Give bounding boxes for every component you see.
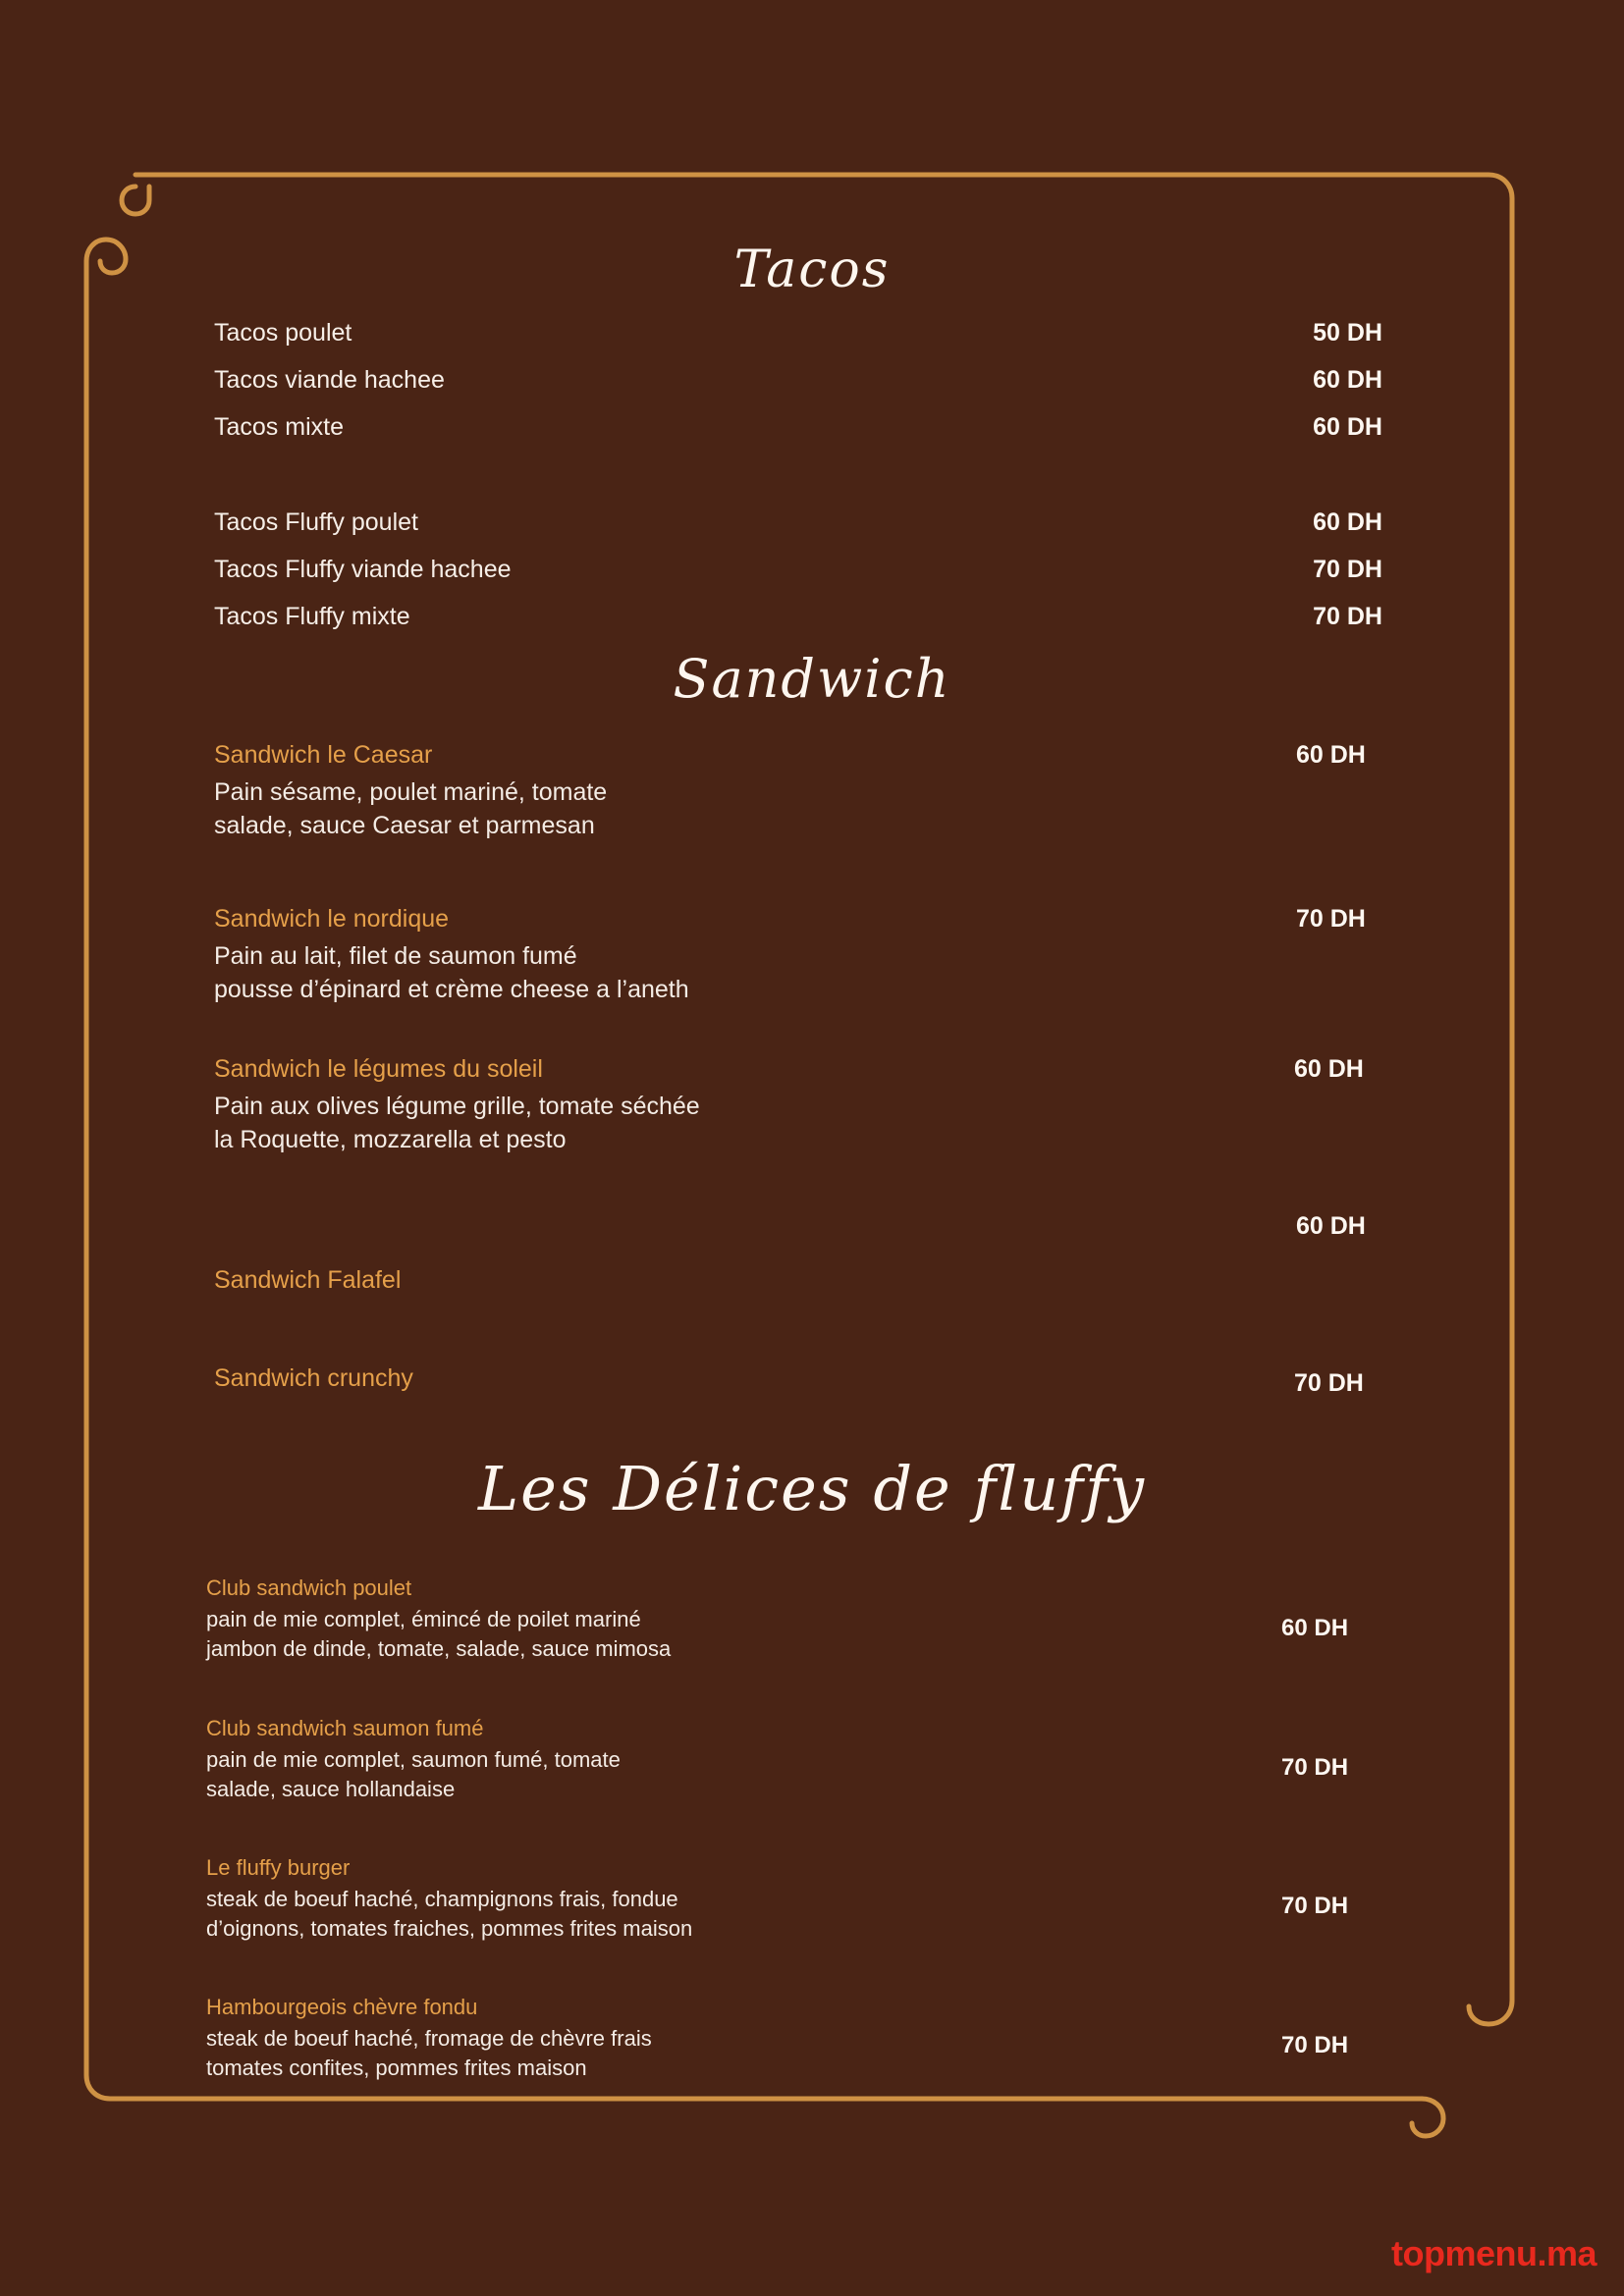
menu-row-tacos-viande-hachee [214,366,1382,395]
item-description-line2: d’oignons, tomates fraiches, pommes frites maison [206,1915,693,1941]
menu-row-tacos-poulet [214,319,1382,347]
menu-item-sandwich-le-nordique [214,905,1147,1007]
item-description-line2: la Roquette, mozzarella et pesto [214,1126,567,1154]
item-price: 70 DH [1313,603,1382,630]
menu-row-tacos-mixte [214,413,1382,442]
menu-item-le-fluffy-burger [206,1855,1139,1943]
menu-row-tacos-fluffy-mixte [214,603,1382,631]
item-price: 50 DH [1313,319,1382,347]
item-price: 60 DH [1296,741,1366,769]
item-description-line1: steak de boeuf haché, champignons frais, fondue [206,1887,678,1911]
item-name: Tacos mixte [214,413,344,441]
item-description-line1: pain de mie complet, émincé de poilet mariné [206,1607,641,1631]
item-description-line1: Pain au lait, filet de saumon fumé [214,942,577,970]
menu-row-tacos-fluffy-viande-hachee [214,556,1382,584]
item-name: Sandwich crunchy [214,1364,413,1392]
item-name: Tacos poulet [214,319,352,347]
item-description-line2: pousse d’épinard et crème cheese a l’aneth [214,976,689,1004]
item-name: Sandwich le Caesar [214,741,433,769]
item-price: 60 DH [1313,413,1382,441]
item-description-line1: steak de boeuf haché, fromage de chèvre frais [206,2026,652,2051]
item-price: 60 DH [1281,1615,1349,1641]
watermark-topmenu: topmenu.ma [1390,2233,1597,2273]
item-price: 60 DH [1313,366,1382,394]
item-name: Club sandwich saumon fumé [206,1716,484,1740]
menu-item-sandwich-falafel [214,1266,1147,1301]
menu-item-hambourgeois-chevre-fondu [206,1995,1139,2082]
menu-item-club-sandwich-poulet [206,1575,1139,1663]
item-price: 70 DH [1296,905,1366,933]
menu-item-sandwich-le-caesar [214,741,1147,843]
item-price: 70 DH [1281,1754,1349,1781]
section-title-tacos: Tacos [733,240,891,299]
item-name: Sandwich le nordique [214,905,450,933]
section-title-les-delices-de-fluffy: Les Délices de fluffy [477,1453,1147,1524]
item-price: 70 DH [1294,1369,1364,1397]
item-price: 70 DH [1281,2032,1349,2058]
item-price: 60 DH [1294,1055,1364,1083]
item-name: Tacos Fluffy mixte [214,603,410,630]
item-name: Le fluffy burger [206,1855,351,1880]
item-description-line1: Pain aux olives légume grille, tomate séchée [214,1093,700,1120]
menu-item-sandwich-crunchy [214,1364,1147,1399]
item-description-line2: jambon de dinde, tomate, salade, sauce mimosa [206,1635,672,1661]
item-price: 60 DH [1313,508,1382,536]
item-price: 70 DH [1313,556,1382,583]
item-name: Hambourgeois chèvre fondu [206,1995,478,2019]
menu-item-club-sandwich-saumon-fume [206,1716,1139,1803]
item-price: 70 DH [1281,1893,1349,1919]
item-description-line1: pain de mie complet, saumon fumé, tomate [206,1747,621,1772]
item-description-line2: tomates confites, pommes frites maison [206,2055,587,2080]
section-title-sandwich: Sandwich [673,648,951,710]
menu-row-tacos-fluffy-poulet [214,508,1382,537]
menu-item-sandwich-le-legumes-du-soleil [214,1055,1147,1157]
item-name: Tacos Fluffy poulet [214,508,418,536]
item-description-line2: salade, sauce hollandaise [206,1776,456,1801]
item-price: 60 DH [1296,1212,1366,1240]
item-name: Club sandwich poulet [206,1575,412,1600]
item-name: Tacos viande hachee [214,366,445,394]
item-name: Sandwich le légumes du soleil [214,1055,543,1083]
item-name: Sandwich Falafel [214,1266,402,1294]
item-description-line1: Pain sésame, poulet mariné, tomate [214,778,608,806]
item-name: Tacos Fluffy viande hachee [214,556,512,583]
item-description-line2: salade, sauce Caesar et parmesan [214,812,595,840]
